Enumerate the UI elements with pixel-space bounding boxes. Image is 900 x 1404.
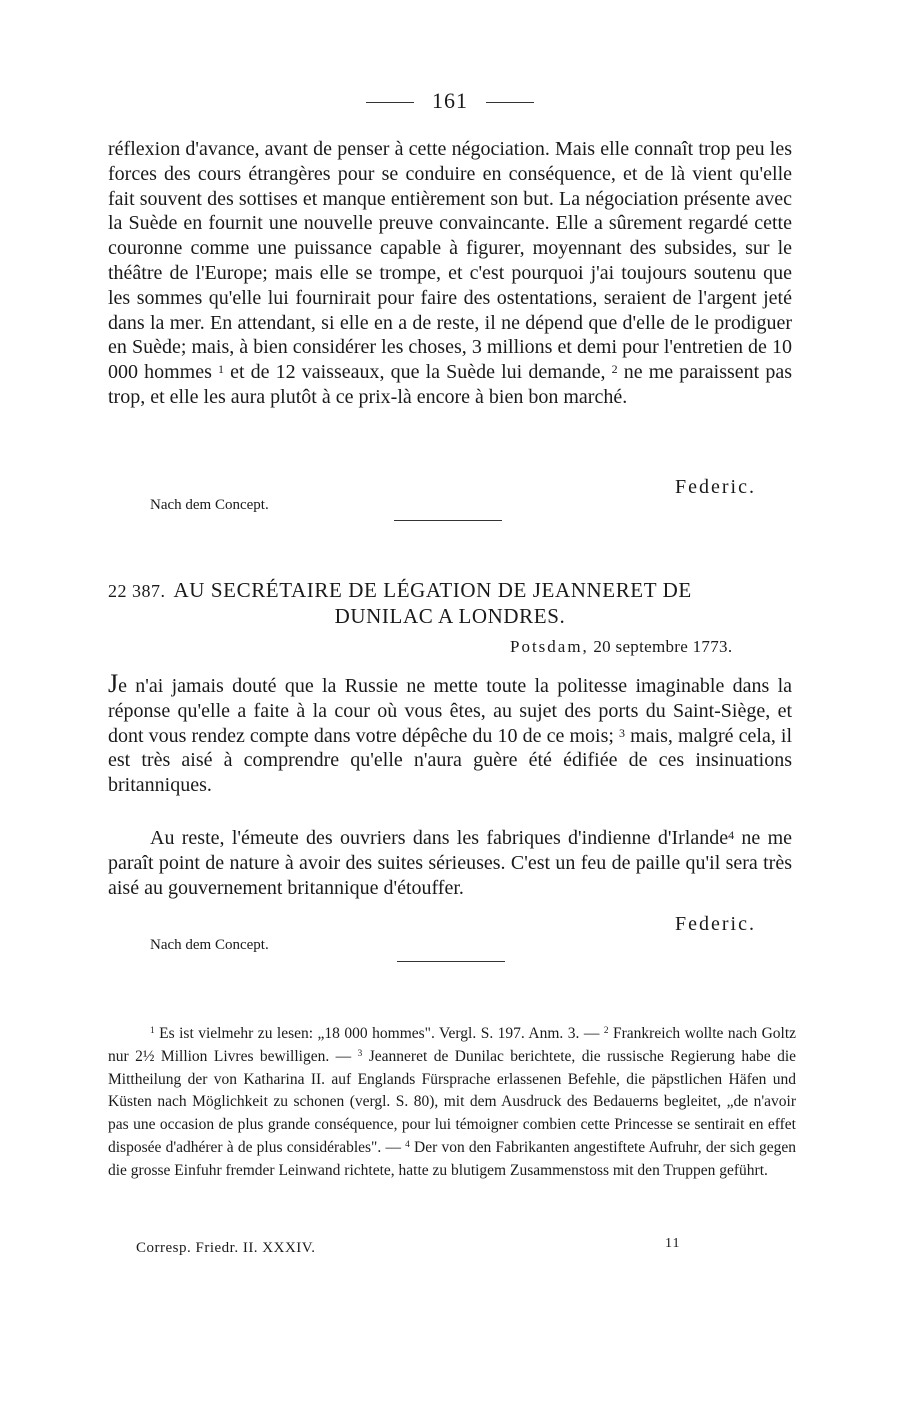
letter2-p1-text-a: e n'ai jamais douté que la Russie ne mette toute la politesse imaginable dans la réponse qu'elle a faite à la cour où vous êtes, au sujet des ports du Saint-Siège, et dont vous rendez compte dans votre dépêche du 10 de ce mois;	[108, 675, 792, 747]
letter2-signature: Federic.	[675, 913, 756, 935]
footnote-mark-4: 4	[405, 1139, 410, 1150]
header-rule-right	[486, 102, 534, 103]
letter2-date: 20 septembre 1773.	[593, 637, 733, 656]
section-divider	[394, 520, 502, 521]
footnotes	[108, 1023, 796, 1183]
header-rule-left	[366, 102, 414, 103]
letter2-heading	[108, 578, 792, 629]
letter1-text-b: et de 12 vaisseaux, que la Suède lui demande,	[230, 361, 606, 384]
footnote-ref-2: 2	[611, 362, 618, 377]
running-header	[0, 88, 900, 114]
footnote-ref-3: 3	[619, 725, 626, 740]
footer-signature-mark: 11	[665, 1236, 681, 1251]
footnote-4: Der von den Fabrikanten angestiftete Aufruhr, der sich gegen die grosse Einfuhr fremder Leinwand richtete, hatte zu blutigem Zusammenstoss mit den Truppen geführt.	[108, 1138, 797, 1179]
footnote-ref-4: 4	[728, 828, 735, 842]
letter2-p1-text-b: mais, malgré cela, il est très aisé à comprendre qu'elle n'aura guère été édifiée de ces insinuations britanniques.	[108, 724, 793, 797]
footnote-3: Jeanneret de Dunilac berichtete, die russische Regierung habe die Mittheilung der von Katharina II. auf Englands Fürsprache erlassenen Befehle, die päpstlichen Häfen und Küsten nach Möglichkeit zu schonen (vergl. S. 80), mit dem Ausdruck des Bedauerns begleitet, „de n'avoir pas une occasion de plus grande conséquence, pour lui témoigner combien cette Princesse se sentirait en effet disposée d'adhérer à de plus considérables". —	[108, 1047, 797, 1156]
footnote-mark-1: 1	[150, 1026, 155, 1036]
letter1-text-a: réflexion d'avance, avant de penser à cette négociation. Mais elle connaît trop peu les forces des cours étrangères pour se conduire en conséquence, et de là vient qu'elle fait souvent des sottises et manque entièrement son but. La négociation présente avec la Suède en fournit une nouvelle preuve convaincante. Elle a sûrement regardé cette couronne comme une puissance capable à figurer, moyennant des subsides, sur le théâtre de l'Europe; mais elle se trompe, et c'est pourquoi j'ai toujours soutenu que les sommes qu'elle lui fournirait pour faire des ostentations, seraient de l'argent jeté dans la mer. En attendant, si elle en a de reste, il ne dépend que d'elle de le prodiguer en Suède; mais, à bien considérer les choses, 3 millions et demi pour l'entretien de 10 000 hommes	[108, 138, 792, 384]
footnote-2: Frankreich wollte nach Goltz nur 2½ Million Livres bewilligen. —	[108, 1025, 797, 1065]
letter2-paragraph-2	[108, 826, 792, 900]
footnote-ref-1: 1	[218, 362, 224, 377]
letter2-paragraph-1	[108, 669, 793, 798]
letter1-body	[108, 137, 792, 410]
letter2-title-line2: DUNILAC A LONDRES.	[334, 604, 566, 628]
letter2-place: Potsdam,	[510, 637, 589, 656]
letter1-signature: Federic.	[675, 476, 756, 498]
letter1-text-c: ne me paraissent pas trop, et elle les aura plutôt à ce prix-là encore à bien bon marché.	[108, 361, 792, 408]
letter-number: 22 387.	[108, 581, 166, 601]
footnote-mark-3: 3	[357, 1048, 363, 1059]
letter2-source-note: Nach dem Concept.	[150, 937, 269, 953]
letter2-dateline	[510, 637, 732, 657]
footnote-1: Es ist vielmehr zu lesen: „18 000 hommes". Vergl. S. 197. Anm. 3. —	[159, 1025, 600, 1042]
letter2-title-line1: AU SECRÉTAIRE DE LÉGATION DE JEANNERET DE	[173, 578, 692, 602]
section-divider	[397, 961, 505, 962]
letter1-source-note: Nach dem Concept.	[150, 497, 269, 513]
footer-source: Corresp. Friedr. II. XXXIV.	[136, 1240, 316, 1256]
page-number: 161	[432, 88, 468, 113]
footnote-mark-2: 2	[603, 1026, 609, 1036]
letter2-p2-text-b: ne me paraît point de nature à avoir des suites sérieuses. C'est un feu de paille qu'il sera très aisé au gouvernement britannique d'étouffer.	[108, 827, 793, 899]
dropcap: J	[108, 669, 119, 698]
letter2-p2-text-a: Au reste, l'émeute des ouvriers dans les fabriques d'indienne d'Irlande	[150, 827, 729, 849]
